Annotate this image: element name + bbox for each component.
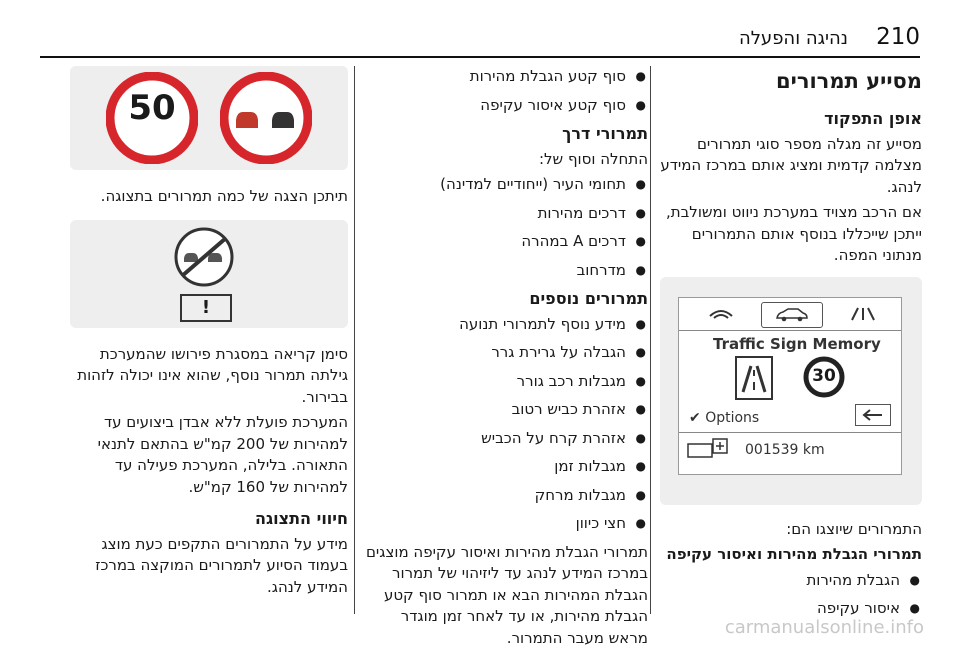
column-right xyxy=(660,66,922,627)
screen-title: Traffic Sign Memory xyxy=(713,334,881,353)
list-item: ● מדרחוב xyxy=(362,260,648,282)
list-item: ● חצי כיוון xyxy=(362,513,648,535)
paragraph: התמרורים שיוצגו הם: xyxy=(786,519,922,538)
screen-tabs xyxy=(679,298,901,332)
paragraph: מידע על התמרורים התקפים כעת מוצג בעמוד הסיוע לתמרורים המוקצה במרכז המידע לנהג. xyxy=(95,534,348,596)
speed-limit-sign xyxy=(803,356,845,398)
list-item: ● איסור עקיפה xyxy=(660,598,922,620)
subheading: תמרורים נוספים xyxy=(529,289,648,308)
end-of-restriction-sign xyxy=(170,226,238,288)
column-divider xyxy=(650,66,651,614)
list-item: ● סוף קטע איסור עקיפה xyxy=(362,95,648,117)
figure-caption: תיתכן הצגה של כמה תמרורים בתצוגה. xyxy=(100,187,348,205)
column-left xyxy=(70,66,348,602)
speed-limit-sign xyxy=(106,72,198,164)
speed-limit-value: 50 xyxy=(128,88,176,128)
unknown-sign-figure xyxy=(70,220,348,328)
list-item: ● דרכים מהירות xyxy=(362,203,648,225)
list-item: ● מידע נוסף לתמרורי תנועה xyxy=(362,314,648,336)
paragraph: אם הרכב מצויד במערכת ניווט ומשולבת, ייתכן שייכללו בנוסף אותם התמרורים מנתוני המפה. xyxy=(666,203,922,264)
watermark: carmanualsonline.info xyxy=(724,617,924,638)
paragraph: מסייע זה מגלה מספר סוגי תמרורים מצלמה קדמית ומציג אותם במרכז המידע לנהג. xyxy=(660,134,922,196)
dic-screen xyxy=(678,297,902,475)
options-row xyxy=(689,408,759,430)
screen-divider xyxy=(679,432,901,433)
paragraph: תמרורי הגבלת מהירות ואיסור עקיפה מוצגים במרכז המידע לנהג עד ליזיהוי של תמרור הגבלת המהירות הבא או תמרור סוף קטע הגבלת מהירות, או עד לאחר זמן מוגדר מראש מעבר התמרור. xyxy=(365,542,648,647)
subheading: אופן התפקוד xyxy=(824,109,922,128)
bold-line: תמרורי הגבלת מהירות ואיסור עקיפה xyxy=(666,545,922,563)
list-item: ● מגבלות רכב גורר xyxy=(362,371,648,393)
list-item: ● מגבלות זמן xyxy=(362,456,648,478)
motorway-sign-icon xyxy=(735,356,773,400)
bullet-list xyxy=(660,570,922,620)
screen-divider xyxy=(679,330,901,331)
driver-info-figure xyxy=(660,277,922,505)
back-arrow-icon xyxy=(855,404,891,426)
vehicle-plus-icon xyxy=(687,438,731,460)
paragraph: התחלה וסוף של: xyxy=(538,149,648,168)
no-overtaking-sign xyxy=(220,72,312,164)
list-item: ● תחומי העיר (ייחודיים למדינה) xyxy=(362,174,648,196)
subheading: תמרורי דרך xyxy=(562,124,648,143)
exclamation-icon: ! xyxy=(180,294,232,322)
paragraph: המערכת פועלת ללא אבדן ביצועים עד למהירות של 200 קמ"ש בהתאם לתנאי התאורה. בלילה, המערכת פעילה עד למהירות של 160 קמ"ש. xyxy=(97,413,348,496)
page-header xyxy=(0,0,960,52)
column-middle xyxy=(362,66,648,653)
section-heading: מסייע תמרורים xyxy=(776,69,922,93)
lane-icon xyxy=(833,302,893,326)
car-icon xyxy=(761,302,823,328)
list-item: ● אזהרת כביש רטוב xyxy=(362,399,648,421)
bullet-list xyxy=(362,66,648,116)
list-item: ● דרכים A במהרה xyxy=(362,231,648,253)
column-divider xyxy=(354,66,355,614)
checkmark-icon: ✔ xyxy=(689,409,701,426)
speed-limit-value: 30 xyxy=(812,365,836,386)
list-item: ● אזהרת קרח על הכביש xyxy=(362,428,648,450)
odometer: 001539 km xyxy=(745,441,825,458)
list-item: ● הגבלה על גרירת גרר xyxy=(362,342,648,364)
list-item: ● מגבלות מרחק xyxy=(362,485,648,507)
list-item: ● הגבלת מהירות xyxy=(660,570,922,592)
list-item: ● סוף קטע הגבלת מהירות xyxy=(362,66,648,88)
signs-figure xyxy=(70,66,348,170)
paragraph: סימן קריאה במסגרת פירושו שהמערכת גילתה תמרור נוסף, שהוא אינו יכולה לזהות בבירור. xyxy=(77,344,348,406)
radar-icon xyxy=(691,302,751,326)
page-number: 210 xyxy=(876,24,920,50)
subheading: חיווי התצוגה xyxy=(255,509,348,528)
header-rule xyxy=(40,56,920,58)
bullet-list xyxy=(362,314,648,535)
section-title: נהיגה והפעלה xyxy=(738,28,848,49)
bullet-list xyxy=(362,174,648,281)
options-label: Options xyxy=(705,409,760,426)
